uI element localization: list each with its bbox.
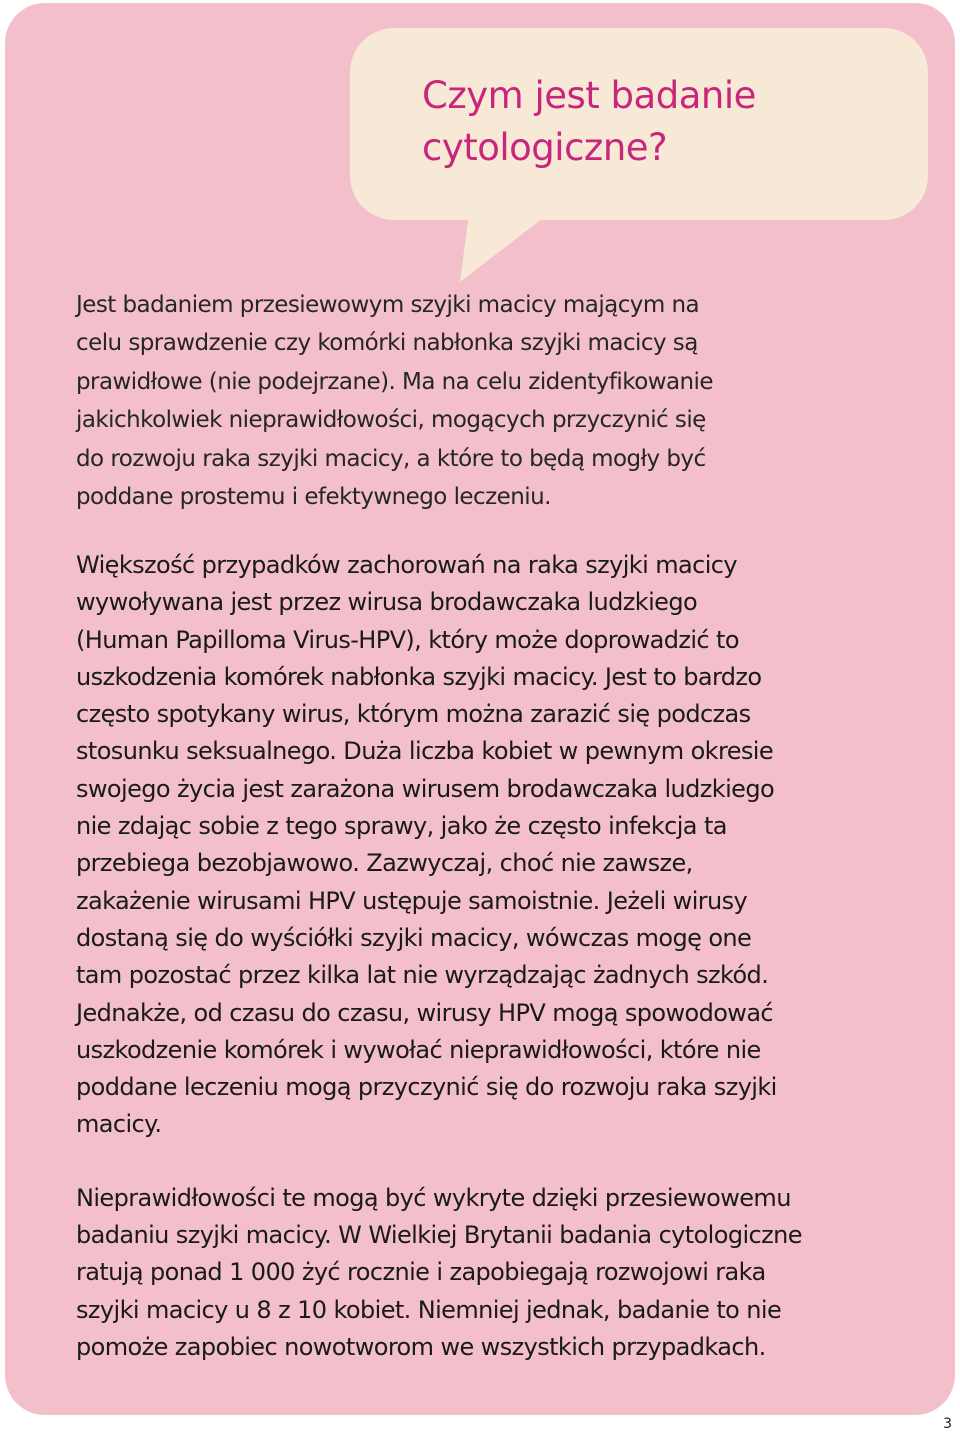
- paragraph-screening: Nieprawidłowości te mogą być wykryte dzięki przesiewowemu badaniu szyjki macicy. W Wielkiej Brytanii badania cytologiczne ratują ponad 1 000 żyć rocznie i zapobiegają rozwojowi raka szyjki macicy u 8 z 10 kobiet. Niemniej jednak, badanie to nie pomoże zapobiec nowotworom we wszystkich przypadkach.: [76, 1184, 802, 1361]
- page-number: 3: [943, 1416, 952, 1432]
- paragraph-intro: Jest badaniem przesiewowym szyjki macicy mającym na celu sprawdzenie czy komórki nabłonka szyjki macicy są prawidłowe (nie podejrzane). Ma na celu zidentyfikowanie jakichkolwiek nieprawidłowości, mogących przyczynić się do rozwoju raka szyjki macicy, a które to będą mogły być poddane prostemu i efektywnego leczeniu.: [76, 292, 713, 511]
- paragraph-hpv: Większość przypadków zachorowań na raka szyjki macicy wywoływana jest przez wirusa brodawczaka ludzkiego (Human Papilloma Virus-HPV), który może doprowadzić to uszkodzenia komórek nabłonka szyjki macicy. Jest to bardzo często spotykany wirus, którym można zarazić się podczas stosunku seksualnego. Duża liczba kobiet w pewnym okresie swojego życia jest zarażona wirusem brodawczaka ludzkiego nie zdając sobie z tego sprawy, jako że często infekcja ta przebiega bezobjawowo. Zazwyczaj, choć nie zawsze, zakażenie wirusami HPV ustępuje samoistnie. Jeżeli wirusy dostaną się do wyściółki szyjki macicy, wówczas mogę one tam pozostać przez kilka lat nie wyrządzając żadnych szkód. Jednakże, od czasu do czasu, wirusy HPV mogą spowodować uszkodzenie komórek i wywołać nieprawidłowości, które nie poddane leczeniu mogą przyczynić się do rozwoju raka szyjki macicy.: [76, 551, 777, 1139]
- page-title: Czym jest badanie cytologiczne?: [422, 74, 756, 169]
